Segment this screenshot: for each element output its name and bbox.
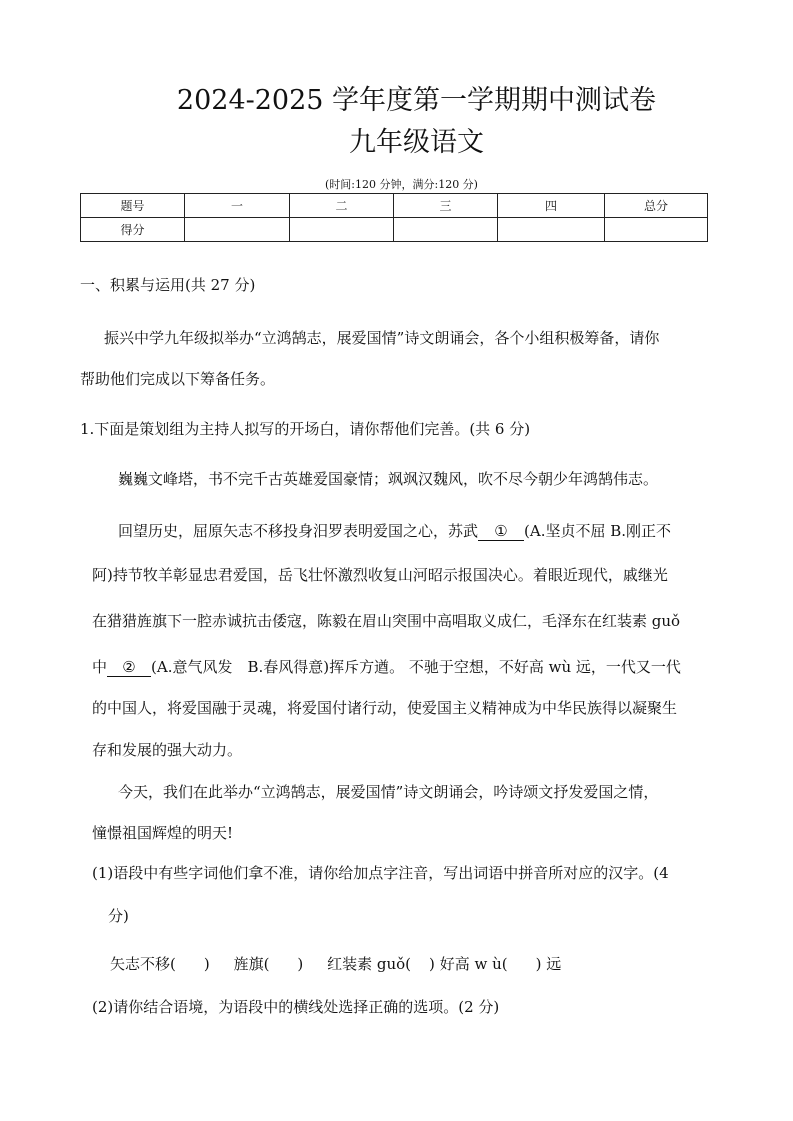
passage-line: [92, 656, 681, 677]
fill-label: 红装素 guǒ(: [327, 955, 412, 973]
passage-line: 存和发展的强大动力。: [92, 741, 243, 759]
passage-line: 憧憬祖国辉煌的明天!: [92, 824, 234, 842]
score-cell[interactable]: [394, 218, 498, 242]
passage-line: 巍巍文峰塔，书不完千古英雄爱国豪情；飒飒汉魏风，吹不尽今朝少年鸿鹄伟志。: [118, 470, 659, 488]
score-table-score-row: [81, 218, 708, 242]
passage-line: 的中国人，将爱国融于灵魂，将爱国付诸行动，使爱国主义精神成为中华民族得以凝聚生: [92, 699, 678, 717]
table-cell: 二: [290, 194, 394, 218]
fill-paren: ): [297, 955, 304, 973]
table-cell: 总分: [605, 194, 708, 218]
fill-paren: ): [203, 955, 210, 973]
table-cell: 题号: [81, 194, 185, 218]
score-table: [80, 193, 708, 242]
fill-paren: ): [429, 955, 435, 973]
score-cell[interactable]: [185, 218, 290, 242]
sub-question-1-cont: 分): [108, 907, 129, 925]
fill-line: [110, 953, 561, 974]
fill-label: 旌旗(: [233, 955, 270, 973]
passage-line: 今天，我们在此举办“立鸿鹄志，展爱国情”诗文朗诵会，吟诗颂文抒发爱国之情，: [118, 783, 659, 801]
passage-text: 中: [92, 658, 108, 676]
score-cell[interactable]: [605, 218, 708, 242]
passage-text: (A.意气风发 B.春风得意)挥斥方遒。 不驰于空想，不好高 wù 远，一代又一代: [151, 658, 681, 676]
answer-blank-1[interactable]: ①: [478, 523, 524, 541]
fill-label: 好高 w ù(: [439, 955, 508, 973]
sub-question-1: (1)语段中有些字词他们拿不准，请你给加点字注音，写出词语中拼音所对应的汉字。(4: [92, 864, 669, 882]
score-cell[interactable]: [290, 218, 394, 242]
section-heading: 一、积累与运用(共 27 分): [80, 276, 256, 294]
table-cell: 得分: [81, 218, 185, 242]
fill-paren: ): [535, 955, 542, 973]
fill-tail: 远: [546, 955, 562, 973]
intro-text: 帮助他们完成以下筹备任务。: [80, 370, 276, 388]
table-cell: 一: [185, 194, 290, 218]
table-cell: 三: [394, 194, 498, 218]
passage-line: [118, 520, 671, 541]
passage-text: (A.坚贞不屈 B.刚正不: [524, 522, 672, 540]
fill-label: 矢志不移(: [110, 955, 176, 973]
passage-line: 阿)持节牧羊彰显忠君爱国，岳飞壮怀激烈收复山河昭示报国决心。着眼近现代，戚继光: [92, 566, 668, 584]
intro-text: 振兴中学九年级拟举办“立鸿鹄志，展爱国情”诗文朗诵会，各个小组积极筹备，请你: [104, 329, 660, 347]
score-cell[interactable]: [498, 218, 605, 242]
passage-text: 回望历史，屈原矢志不移投身汨罗表明爱国之心，苏武: [118, 522, 479, 540]
table-cell: 四: [498, 194, 605, 218]
exam-title: 2024-2025 学年度第一学期期中测试卷: [176, 85, 657, 116]
answer-blank-2[interactable]: ②: [107, 659, 151, 677]
passage-line: 在猎猎旌旗下一腔赤诚抗击倭寇，陈毅在眉山突围中高唱取义成仁，毛泽东在红装素 guǒ: [92, 612, 681, 630]
time-note: (时间:120 分钟，满分:120 分): [325, 178, 478, 191]
exam-subtitle: 九年级语文: [349, 127, 484, 158]
score-table-header-row: [81, 194, 708, 218]
sub-question-2: (2)请你结合语境，为语段中的横线处选择正确的选项。(2 分): [92, 998, 500, 1016]
question-title: 1.下面是策划组为主持人拟写的开场白，请你帮他们完善。(共 6 分): [80, 420, 531, 438]
